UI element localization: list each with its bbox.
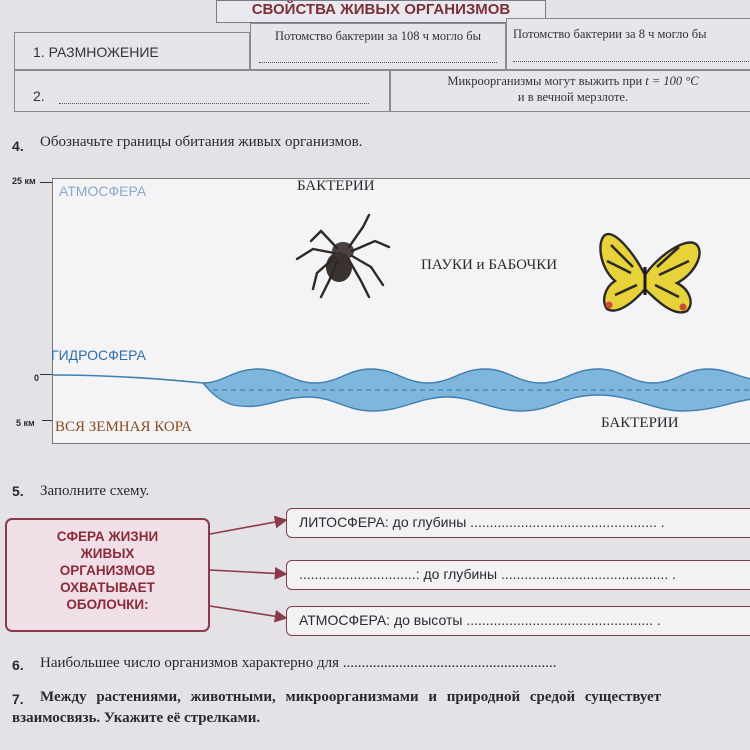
q6-text: Наибольшее число организмов характерно для ......................................................... [40,655,557,671]
row2-blank[interactable] [59,103,369,104]
habitat-diagram-drawing [53,179,750,445]
row2-cell-formula: t = 100 °C [645,74,699,88]
table-row1-label [14,32,250,70]
bacteria-bottom-label: БАКТЕРИИ [601,415,679,431]
scheme-lithosphere-line[interactable] [286,508,750,538]
table-row2-label [14,70,390,112]
scheme-middle-line[interactable] [286,560,750,590]
scheme-atmosphere-line[interactable] [286,606,750,636]
row2-label-text: 2. [33,88,45,104]
scheme-box-line-3: ОРГАНИЗМОВ [59,563,156,578]
hydrosphere-label: ГИДРОСФЕРА [51,347,146,363]
bacteria-top-label: БАКТЕРИИ [297,178,375,194]
scheme-box-line-4: ОХВАТЫВАЕТ [60,580,155,595]
q6-number: 6. [12,657,24,673]
axis-tick-top [40,182,52,183]
axis-label-zero: 0 [34,373,40,383]
axis-label-top: 25 км [12,176,36,186]
row1-label-text: 1. РАЗМНОЖЕНИЕ [33,44,159,60]
crust-label: ВСЯ ЗЕМНАЯ КОРА [55,419,192,435]
scheme-main-box [5,518,210,632]
arrow-to-lithosphere [210,520,286,534]
row1-cell2-blank[interactable] [513,61,750,62]
q4-text: Обозначьте границы обитания живых организмов. [40,134,363,150]
axis-tick-bottom [42,420,52,421]
arrow-to-middle [210,570,286,574]
row1-cell1-text: Потомство бактерии за 108 ч могло бы [274,29,482,43]
q7-text-line2: взаимосвязь. Укажите её стрелками. [12,710,261,726]
spider-illustration [297,215,389,297]
table-row1-cell1 [250,23,506,70]
scheme-arrows [208,514,298,634]
spiders-butterflies-label: ПАУКИ и БАБОЧКИ [421,257,558,273]
q7-text: Между растениями, животными, микроорганизмами и природной средой существует [40,689,661,705]
butterfly-illustration [600,234,699,312]
row1-cell2-text: Потомство бактерии за 8 ч могло бы [513,27,707,41]
axis-label-bottom: 5 км [16,418,35,428]
q7-number: 7. [12,691,24,707]
q4-number: 4. [12,138,24,154]
middle-line-text: ..............................: до глубины ........................................... . [299,566,676,582]
lithosphere-line-text: ЛИТОСФЕРА: до глубины ................................................ . [299,514,665,530]
row2-cell-text: Микроорганизмы могут выжить при [447,74,643,88]
scheme-box-line-5: ОБОЛОЧКИ: [66,597,149,612]
table-row2-cell [390,70,750,112]
table-row1-cell2 [506,18,750,70]
q5-text: Заполните схему. [40,483,150,499]
scheme-box-line-2: ЖИВЫХ [80,546,135,561]
atmosphere-line-text: АТМОСФЕРА: до высоты ................................................ . [299,612,661,628]
axis-tick-zero [40,374,52,375]
arrow-to-atmosphere [210,606,286,618]
row2-cell-text2: и в вечной мерзлоте. [517,90,629,104]
table-title: СВОЙСТВА ЖИВЫХ ОРГАНИЗМОВ [216,0,546,23]
sea-level-line [53,375,203,383]
atmosphere-label: АТМОСФЕРА [59,183,147,199]
row1-cell1-blank[interactable] [259,62,497,63]
scheme-box-line-1: СФЕРА ЖИЗНИ [56,529,159,544]
q5-number: 5. [12,483,24,499]
habitat-diagram [52,178,750,444]
